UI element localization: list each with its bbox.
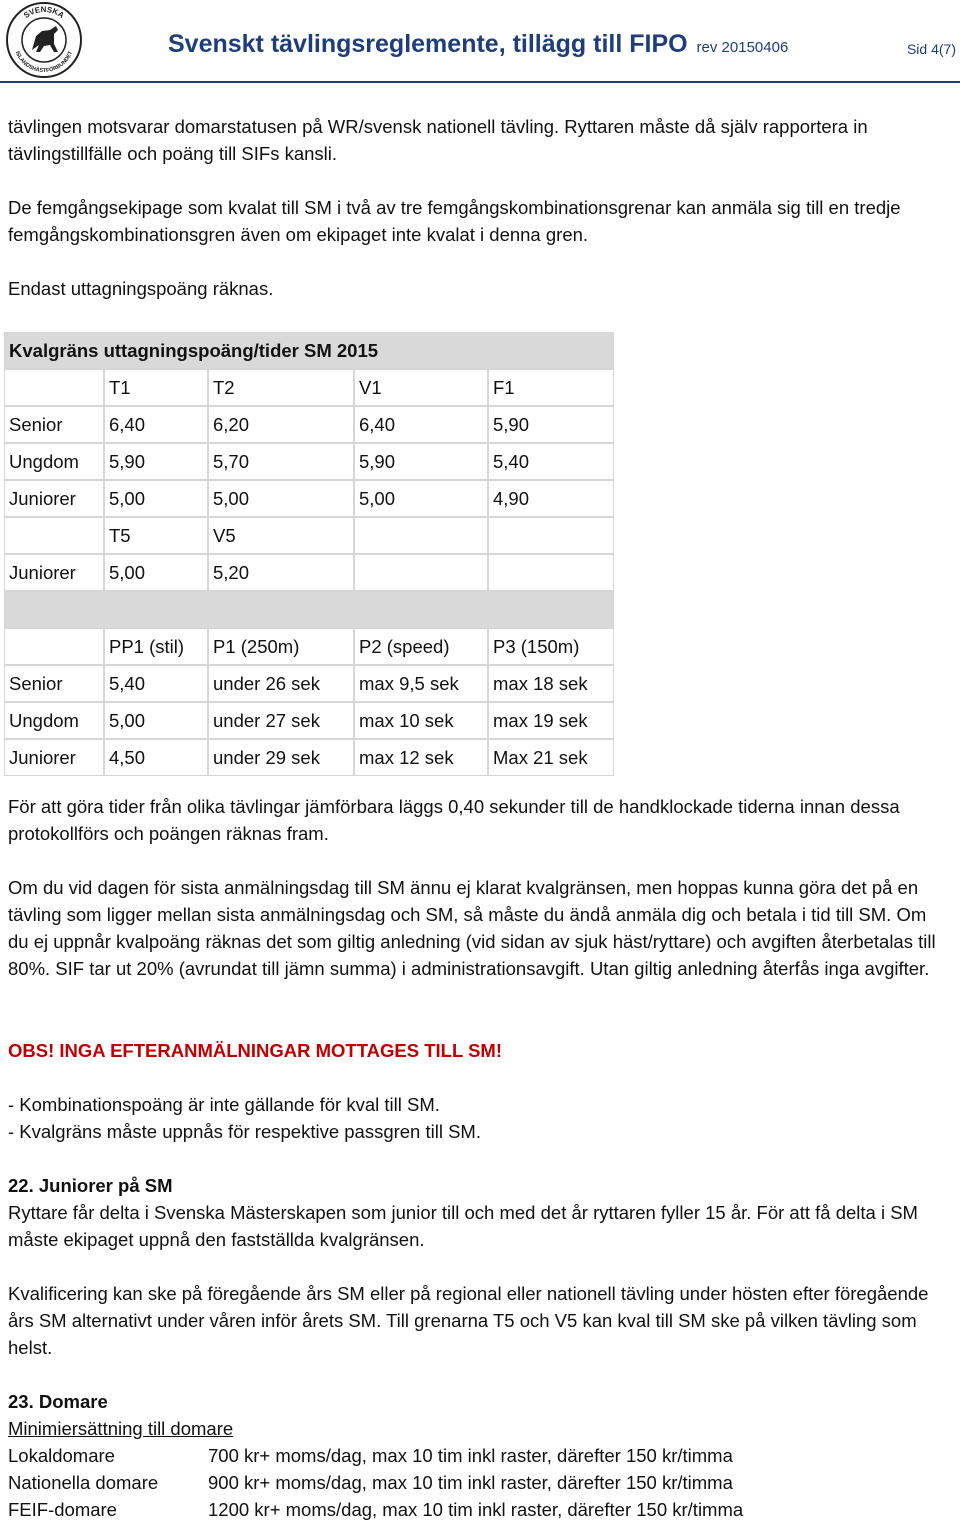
table-cell [4, 517, 104, 554]
table-cell: 5,40 [488, 443, 614, 480]
table-cell [4, 628, 104, 665]
table-cell: max 9,5 sek [354, 665, 488, 702]
document-title [168, 30, 788, 59]
table-cell: Max 21 sek [488, 739, 614, 776]
fee-label: Nationella domare [8, 1472, 159, 1493]
fee-value: 900 kr+ moms/dag, max 10 tim inkl raster, därefter 150 kr/timma [208, 1472, 733, 1493]
table-cell: Juniorer [4, 739, 104, 776]
fee-label: FEIF-domare [8, 1499, 117, 1520]
obs-notice: OBS! INGA EFTERANMÄLNINGAR MOTTAGES TILL SM! [8, 1040, 502, 1061]
table-cell: under 29 sek [208, 739, 354, 776]
paragraph-rapportera: tävlingen motsvarar domarstatusen på WR/svensk nationell tävling. Ryttaren måste då själv rapportera in tävlingstillfälle och poäng till SIFs kansli. [8, 116, 868, 164]
table-cell: max 10 sek [354, 702, 488, 739]
table-separator-row [4, 591, 614, 628]
table-header-cell: V5 [208, 517, 354, 554]
table-cell: max 12 sek [354, 739, 488, 776]
table-header-row [4, 517, 614, 554]
section-22-heading: 22. Juniorer på SM [8, 1175, 173, 1196]
section-22-paragraph-1: Ryttare får delta i Svenska Mästerskapen som junior till och med det år ryttaren fyller 15 år. För att få delta i SM måste ekipaget uppnå den fastställda kvalgränsen. [8, 1202, 918, 1250]
page-number: Sid 4(7) [906, 41, 956, 57]
table-cell [4, 369, 104, 406]
table-cell [354, 554, 488, 591]
table-cell [488, 554, 614, 591]
fee-row [8, 1469, 938, 1496]
header-divider [0, 81, 960, 83]
list-item: - Kvalgräns måste uppnås för respektive passgren till SM. [8, 1121, 481, 1142]
fee-label: Lokaldomare [8, 1445, 115, 1466]
table-cell: 5,00 [104, 480, 208, 517]
title-text: Svenskt tävlingsreglemente, tillägg till FIPO [168, 30, 688, 58]
table-cell: 5,20 [208, 554, 354, 591]
table-row [4, 406, 614, 443]
table-cell: 5,00 [208, 480, 354, 517]
fee-list [8, 1442, 938, 1523]
table-cell: 6,40 [354, 406, 488, 443]
table-cell: Juniorer [4, 480, 104, 517]
table-header-cell: P2 (speed) [354, 628, 488, 665]
section-23-subheading: Minimiersättning till domare [8, 1418, 234, 1439]
paragraph-uttagningspoang: Endast uttagningspoäng räknas. [8, 278, 274, 299]
table-cell: 5,90 [488, 406, 614, 443]
table-row [4, 554, 614, 591]
paragraph-femgang: De femgångsekipage som kvalat till SM i två av tre femgångskombinationsgrenar kan anmäla sig till en tredje femgångskombinationsgren även om ekipaget inte kvalat i denna gren. [8, 197, 901, 245]
table-cell: 5,00 [104, 554, 208, 591]
table-cell: under 27 sek [208, 702, 354, 739]
table-cell: 5,00 [354, 480, 488, 517]
fee-value: 700 kr+ moms/dag, max 10 tim inkl raster, därefter 150 kr/timma [208, 1445, 733, 1466]
table-cell: 5,90 [354, 443, 488, 480]
table-cell: Juniorer [4, 554, 104, 591]
table-cell: 5,40 [104, 665, 208, 702]
table-cell: Ungdom [4, 443, 104, 480]
table-cell: max 19 sek [488, 702, 614, 739]
table-cell: Ungdom [4, 702, 104, 739]
fee-row [8, 1496, 938, 1523]
table-title-row [4, 332, 614, 369]
table-row [4, 665, 614, 702]
list-item: - Kombinationspoäng är inte gällande för kval till SM. [8, 1094, 440, 1115]
table-header-cell: F1 [488, 369, 614, 406]
qualification-table [4, 332, 614, 776]
table-cell: 6,20 [208, 406, 354, 443]
table-row [4, 443, 614, 480]
table-cell: 5,70 [208, 443, 354, 480]
table-header-cell: P1 (250m) [208, 628, 354, 665]
revision-label: rev 20150406 [696, 39, 789, 56]
bullet-list [8, 1091, 938, 1145]
table-cell: Senior [4, 406, 104, 443]
table-separator [4, 591, 614, 628]
table-cell: 4,50 [104, 739, 208, 776]
table-cell [488, 517, 614, 554]
paragraph-anmalningsdag: Om du vid dagen för sista anmälningsdag till SM ännu ej klarat kvalgränsen, men hoppas kunna göra det på en tävling som ligger mellan sista anmälningsdag och SM, så måste du ändå anmäla dig och betala i tid till SM. Om du ej uppnår kvalpoäng räknas det som giltig anledning (vid sidan av sjuk häst/ryttare) och avgiften återbetalas till 80%. SIF tar ut 20% (avrundat till jämn summa) i administrationsavgift. Utan giltig anledning återfås inga avgifter. [8, 877, 936, 979]
table-row [4, 480, 614, 517]
table-cell: 4,90 [488, 480, 614, 517]
table-row [4, 739, 614, 776]
table-cell: Senior [4, 665, 104, 702]
table-header-cell: T2 [208, 369, 354, 406]
svg-text:ISLANDSHÄSTFÖRBUNDET: ISLANDSHÄSTFÖRBUNDET [13, 50, 75, 75]
table-title: Kvalgräns uttagningspoäng/tider SM 2015 [4, 332, 614, 369]
fee-value: 1200 kr+ moms/dag, max 10 tim inkl raster, därefter 150 kr/timma [208, 1499, 744, 1520]
table-header-cell: T5 [104, 517, 208, 554]
table-row [4, 702, 614, 739]
table-header-row [4, 628, 614, 665]
table-cell: 5,00 [104, 702, 208, 739]
table-cell: 5,90 [104, 443, 208, 480]
section-23-heading: 23. Domare [8, 1391, 108, 1412]
table-cell: 6,40 [104, 406, 208, 443]
fee-row [8, 1442, 938, 1469]
table-cell: max 18 sek [488, 665, 614, 702]
table-cell [354, 517, 488, 554]
table-header-cell: V1 [354, 369, 488, 406]
table-header-cell: T1 [104, 369, 208, 406]
table-header-cell: PP1 (stil) [104, 628, 208, 665]
table-header-row [4, 369, 614, 406]
federation-logo [4, 0, 84, 80]
section-22-paragraph-2: Kvalificering kan ske på föregående års SM eller på regional eller nationell tävling under hösten efter föregående års SM alternativt under våren inför årets SM. Till grenarna T5 och V5 kan kval till SM ske på vilken tävling som helst. [8, 1283, 929, 1358]
table-cell: under 26 sek [208, 665, 354, 702]
svg-text:SVENSKA: SVENSKA [22, 4, 66, 20]
paragraph-handklockade: För att göra tider från olika tävlingar jämförbara läggs 0,40 sekunder till de handklockade tiderna innan dessa protokollförs och poängen räknas fram. [8, 796, 900, 844]
table-header-cell: P3 (150m) [488, 628, 614, 665]
